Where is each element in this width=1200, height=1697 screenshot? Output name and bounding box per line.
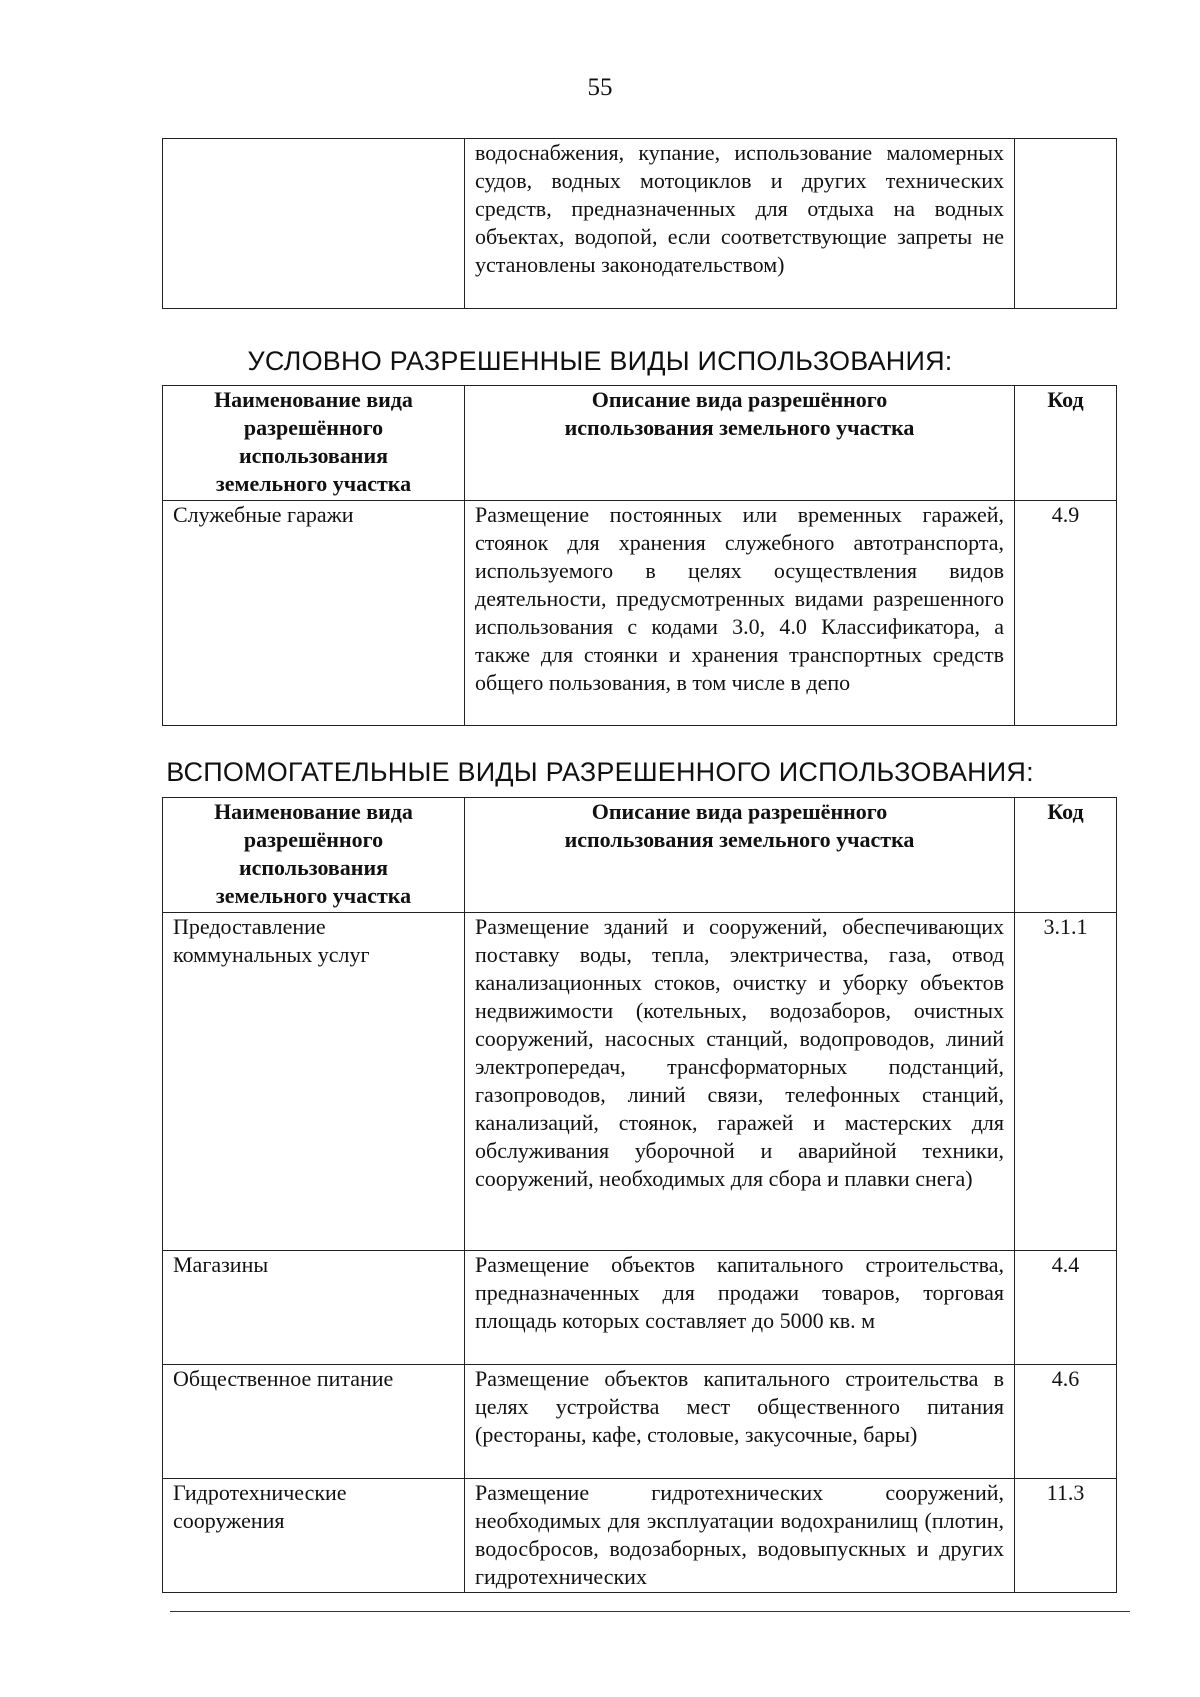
header-description: Описание вида разрешённого использования земельного участка [465, 798, 1015, 913]
table-header-row [163, 386, 1117, 501]
auxiliary-uses-table [162, 797, 1117, 1593]
description-cell: Размещение постоянных или временных гаражей, стоянок для хранения служебного автотранспорта, используемого в целях осуществления видов деятельности, предусмотренных видами разрешенного использования с кодами 3.0, 4.0 Классификатора, а также для стоянки и хранения транспортных средств общего пользования, в том числе в депо [465, 501, 1015, 726]
code-cell: 3.1.1 [1015, 913, 1117, 1251]
description-cell: Размещение объектов капитального строительства, предназначенных для продажи товаров, торговая площадь которых составляет до 5000 кв. м [465, 1251, 1015, 1365]
code-cell: 11.3 [1015, 1479, 1117, 1593]
name-cell [163, 139, 465, 309]
code-cell: 4.6 [1015, 1365, 1117, 1479]
description-cell: водоснабжения, купание, использование маломерных судов, водных мотоциклов и других технических средств, предназначенных для отдыха на водных объектах, водопой, если соответствующие запреты не установлены законодательством) [465, 139, 1015, 309]
description-cell: Размещение объектов капитального строительства в целях устройства мест общественного питания (рестораны, кафе, столовые, закусочные, бары) [465, 1365, 1015, 1479]
section-title-auxiliary: ВСПОМОГАТЕЛЬНЫЕ ВИДЫ РАЗРЕШЕННОГО ИСПОЛЬЗОВАНИЯ: [166, 757, 1034, 787]
continuation-table [162, 138, 1117, 309]
page-number: 55 [587, 74, 613, 101]
table-row [163, 1251, 1117, 1365]
description-cell: Размещение гидротехнических сооружений, необходимых для эксплуатации водохранилищ (плотин, водосбросов, водозаборных, водовыпускных и других гидротехнических [465, 1479, 1015, 1593]
conditional-uses-table [162, 385, 1117, 726]
header-name: Наименование вида разрешённого использования земельного участка [163, 386, 465, 501]
code-cell: 4.4 [1015, 1251, 1117, 1365]
header-description: Описание вида разрешённого использования земельного участка [465, 386, 1015, 501]
description-cell: Размещение зданий и сооружений, обеспечивающих поставку воды, тепла, электричества, газа, отвод канализационных стоков, очистку и уборку объектов недвижимости (котельных, водозаборов, очистных сооружений, насосных станций, водопроводов, линий электропередач, трансформаторных подстанций, газопроводов, линий связи, телефонных станций, канализаций, стоянок, гаражей и мастерских для обслуживания уборочной и аварийной техники, сооружений, необходимых для сбора и плавки снега) [465, 913, 1015, 1251]
table-header-row [163, 798, 1117, 913]
name-cell: Магазины [163, 1251, 465, 1365]
table-row [163, 1365, 1117, 1479]
table-row [163, 139, 1117, 309]
header-code: Код [1015, 386, 1117, 501]
name-cell: Гидротехнические сооружения [163, 1479, 465, 1593]
table-row [163, 501, 1117, 726]
code-cell [1015, 139, 1117, 309]
header-code: Код [1015, 798, 1117, 913]
section-title-conditional: УСЛОВНО РАЗРЕШЕННЫЕ ВИДЫ ИСПОЛЬЗОВАНИЯ: [247, 346, 953, 376]
code-cell: 4.9 [1015, 501, 1117, 726]
table-row [163, 1479, 1117, 1593]
name-cell: Предоставление коммунальных услуг [163, 913, 465, 1251]
name-cell: Служебные гаражи [163, 501, 465, 726]
name-cell: Общественное питание [163, 1365, 465, 1479]
footer-divider [170, 1611, 1130, 1612]
table-row [163, 913, 1117, 1251]
header-name: Наименование вида разрешённого использования земельного участка [163, 798, 465, 913]
